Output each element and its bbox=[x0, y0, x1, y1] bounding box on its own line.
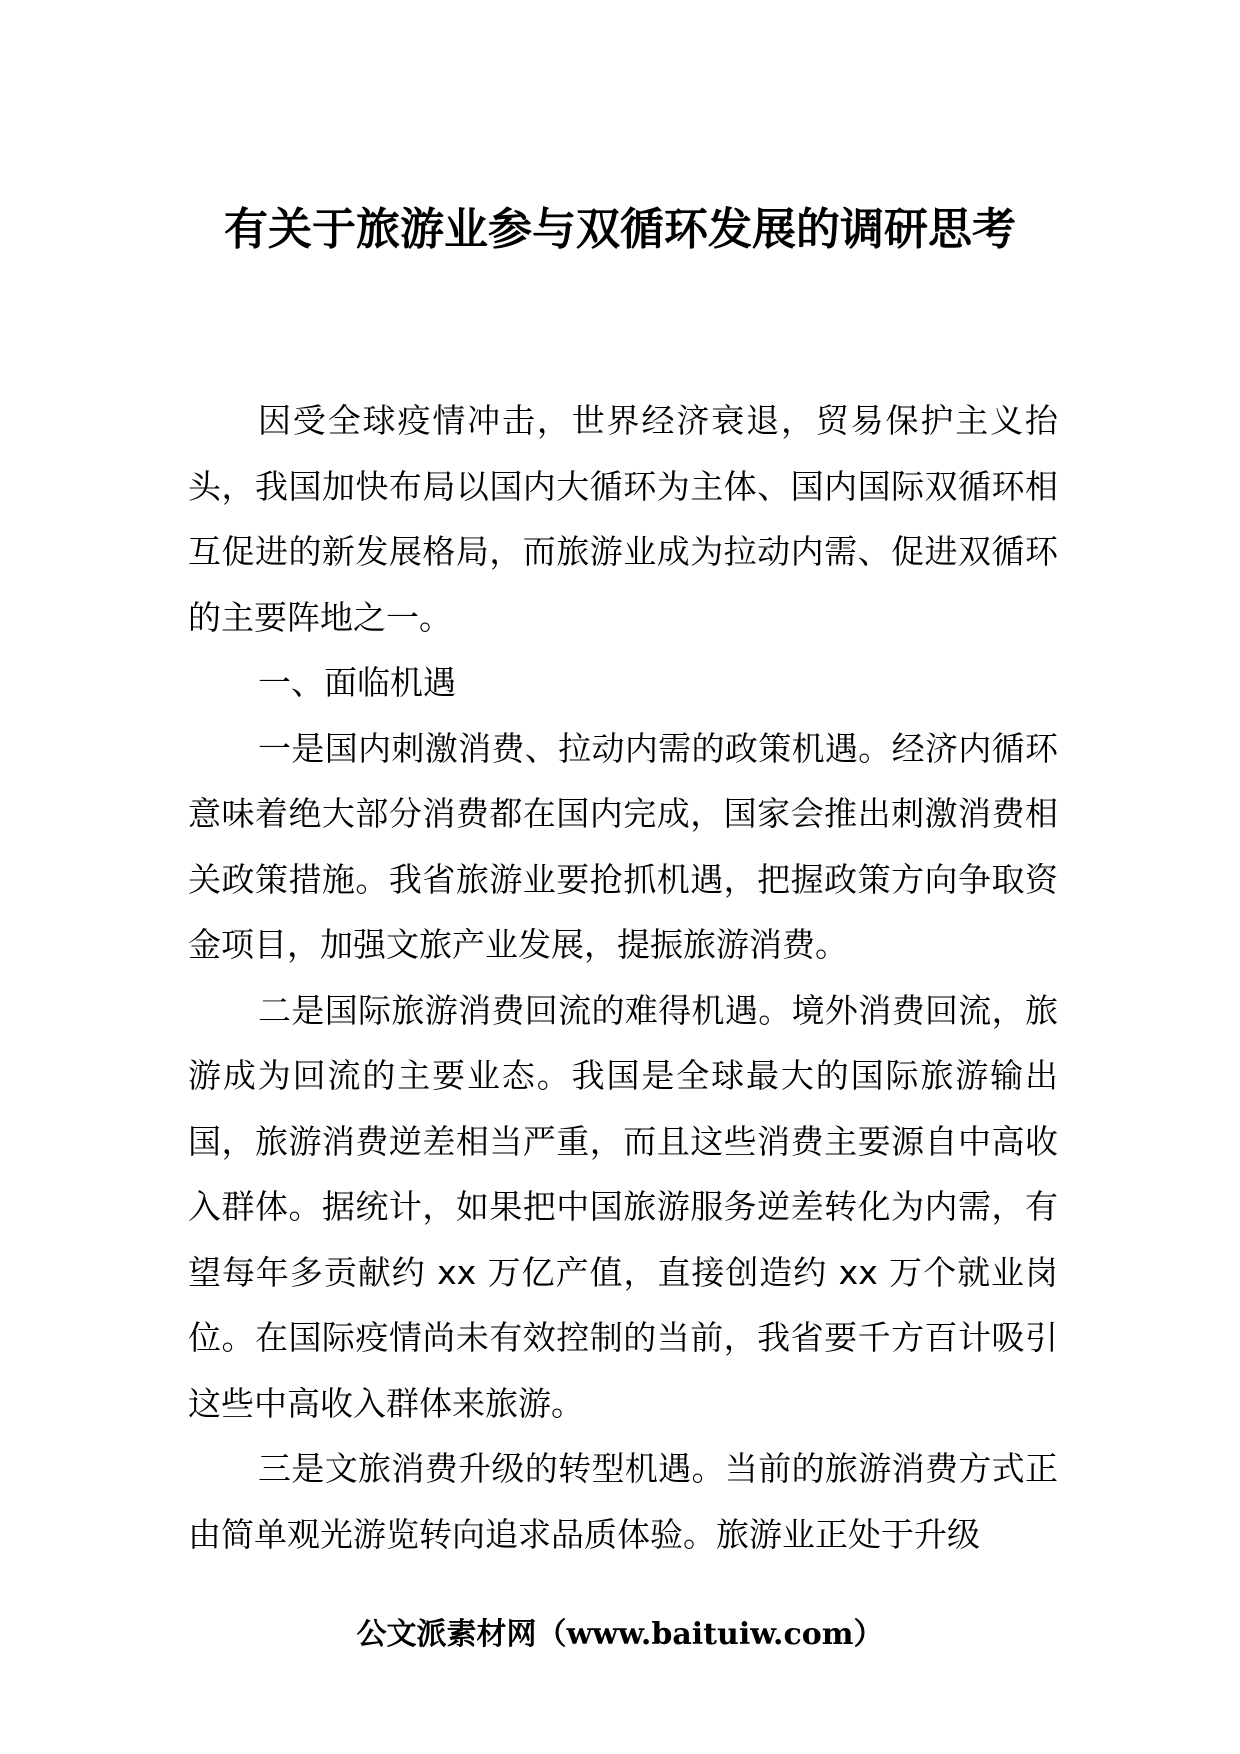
source-footer: 公文派素材网（www.baituiw.com） bbox=[356, 1617, 884, 1652]
section-heading-opportunities: 一、面临机遇 bbox=[258, 663, 456, 702]
document-title: 有关于旅游业参与双循环发展的调研思考 bbox=[224, 204, 1016, 255]
paragraph-intro: 因受全球疫情冲击，世界经济衰退，贸易保护主义抬头，我国加快布局以国内大循环为主体、国内国际双循环相互促进的新发展格局，而旅游业成为拉动内需、促进双循环的主要阵地之一。 bbox=[188, 401, 1058, 637]
document-body bbox=[188, 388, 1058, 1567]
paragraph-opportunity-3: 三是文旅消费升级的转型机遇。当前的旅游消费方式正由简单观光游览转向追求品质体验。旅游业正处于升级 bbox=[188, 1449, 1058, 1554]
paragraph-opportunity-2: 二是国际旅游消费回流的难得机遇。境外消费回流，旅游成为回流的主要业态。我国是全球最大的国际旅游输出国，旅游消费逆差相当严重，而且这些消费主要源自中高收入群体。据统计，如果把中国旅游服务逆差转化为内需，有望每年多贡献约 xx 万亿产值，直接创造约 xx 万个就业岗位。在国际疫情尚未有效控制的当前，我省要千方百计吸引这些中高收入群体来旅游。 bbox=[188, 990, 1058, 1423]
paragraph-opportunity-1: 一是国内刺激消费、拉动内需的政策机遇。经济内循环意味着绝大部分消费都在国内完成，国家会推出刺激消费相关政策措施。我省旅游业要抢抓机遇，把握政策方向争取资金项目，加强文旅产业发展，提振旅游消费。 bbox=[188, 728, 1058, 964]
